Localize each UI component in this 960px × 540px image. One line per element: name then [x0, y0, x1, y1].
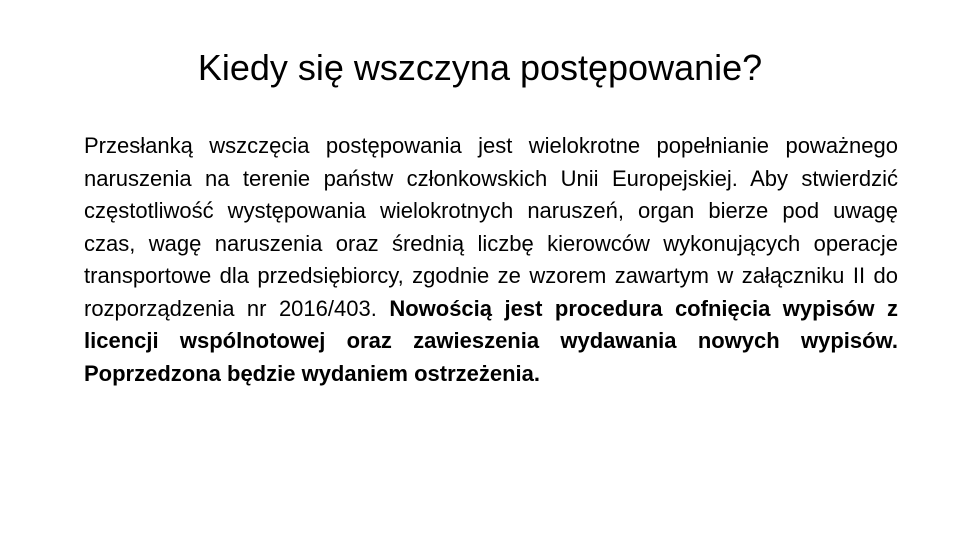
slide-title: Kiedy się wszczyna postępowanie? [197, 47, 763, 88]
slide-body [84, 130, 898, 390]
body-bold-text: Nowością jest procedura cofnięcia wypisów z licencji wspólnotowej oraz zawieszenia wydawania nowych wypisów. Poprzedzona będzie wydaniem ostrzeżenia. [84, 295, 898, 386]
body-regular-text: Przesłanką wszczęcia postępowania jest wielokrotne popełnianie poważnego naruszenia na terenie państw członkowskich Unii Europejskiej. Aby stwierdzić częstotliwość występowania wielokrotnych naruszeń, organ bierze pod uwagę czas, wagę naruszenia oraz średnią liczbę kierowców wykonujących operacje transportowe dla przedsiębiorcy, zgodnie ze wzorem zawartym w załączniku II do rozporządzenia nr 2016/403. [84, 133, 898, 321]
